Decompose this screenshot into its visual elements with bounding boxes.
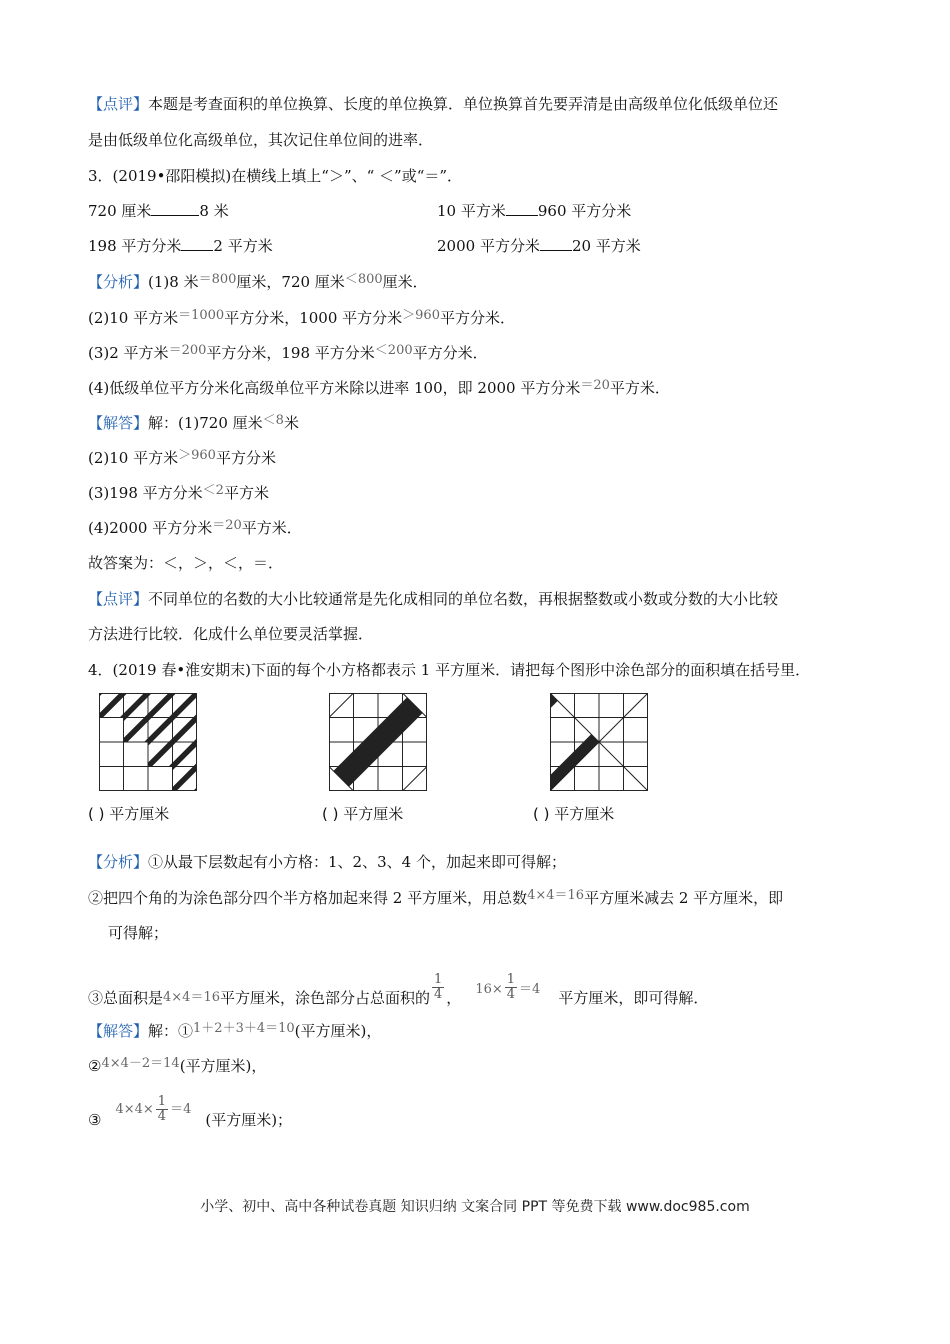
q3-solution-1: 【解答】解：(1)720 厘米＜8米 xyxy=(88,413,299,432)
q4-analysis-3: ③总面积是4×4＝16平方厘米，涂色部分占总面积的 $\frac{1}{4}$ ， $16\times \frac{1}{4}$ ＝4 平方厘米，即可得解． xyxy=(88,971,709,1007)
review2-line-1: 【点评】不同单位的名数的大小比较通常是先化成相同的单位名数，再根据整数或小数或分数的大小比较 xyxy=(88,590,779,608)
q3-solution-4: (4)2000 平方分米＝20平方米． xyxy=(88,518,302,537)
question-4-stem: 4．(2019 春•淮安期末)下面的每个小方格都表示 1 平方厘米．请把每个图形中涂色部分的面积填在括号里． xyxy=(88,661,811,679)
q4-solution-1: 【解答】解：①1＋2＋3＋4＝10(平方厘米)， xyxy=(88,1021,382,1040)
q3-solution-3: (3)198 平方分米＜2平方米 xyxy=(88,483,269,502)
q4-analysis-2-cont: 可得解； xyxy=(108,924,169,942)
review-line-2: 是由低级单位化高级单位，其次记住单位间的进率． xyxy=(88,131,434,149)
q3-analysis-4: (4)低级单位平方分米化高级单位平方米除以进率 100，即 2000 平方分米＝20平方米． xyxy=(88,378,670,397)
q4-solution-2: ②4×4－2＝14(平方厘米)， xyxy=(88,1056,267,1075)
q3-analysis-1: 【分析】(1)8 米＝800厘米，720 厘米＜800厘米． xyxy=(88,272,428,291)
q4-solution-3: ③4×4× $\frac{1}{4}$ ＝4(平方厘米)； xyxy=(88,1093,293,1129)
caption-figure-1: ( ) 平方厘米 xyxy=(88,805,170,823)
q3-item-2: 10 平方米 960 平方分米 xyxy=(437,202,632,220)
review2-line-2: 方法进行比较．化成什么单位要灵活掌握． xyxy=(88,625,374,643)
q3-analysis-2: (2)10 平方米＝1000平方分米，1000 平方分米＞960平方分米． xyxy=(88,308,515,327)
review-line-1: 【点评】本题是考查面积的单位换算、长度的单位换算．单位换算首先要弄清是由高级单位化低级单位还 xyxy=(88,95,779,113)
q3-solution-2: (2)10 平方米＞960平方分米 xyxy=(88,448,276,467)
q3-item-1: 720 厘米 8 米 xyxy=(88,202,229,220)
grid-figure-1 xyxy=(99,693,197,791)
q3-item-4: 2000 平方分米 20 平方米 xyxy=(437,237,641,255)
caption-figure-2: ( ) 平方厘米 xyxy=(322,805,404,823)
q3-final-answer: 故答案为：＜，＞，＜，＝． xyxy=(88,554,284,572)
caption-figure-3: ( ) 平方厘米 xyxy=(533,805,615,823)
page-footer: 小学、初中、高中各种试卷真题 知识归纳 文案合同 PPT 等免费下载 www.doc985.com xyxy=(200,1199,750,1215)
q3-analysis-3: (3)2 平方米＝200平方分米，198 平方分米＜200平方分米． xyxy=(88,343,488,362)
review-tag: 【点评】 xyxy=(88,95,149,113)
grid-figure-2 xyxy=(329,693,427,791)
q3-item-3: 198 平方分米 2 平方米 xyxy=(88,237,273,255)
question-3-stem: 3．(2019•邵阳模拟)在横线上填上“＞”、“ ＜”或“＝”． xyxy=(88,167,463,185)
q4-analysis-1: 【分析】①从最下层数起有小方格：1、2、3、4 个，加起来即可得解； xyxy=(88,853,566,871)
grid-figure-3 xyxy=(550,693,648,791)
q4-analysis-2: ②把四个角的为涂色部分四个半方格加起来得 2 平方厘米，用总数4×4＝16平方厘米减去 2 平方厘米，即 xyxy=(88,888,784,907)
